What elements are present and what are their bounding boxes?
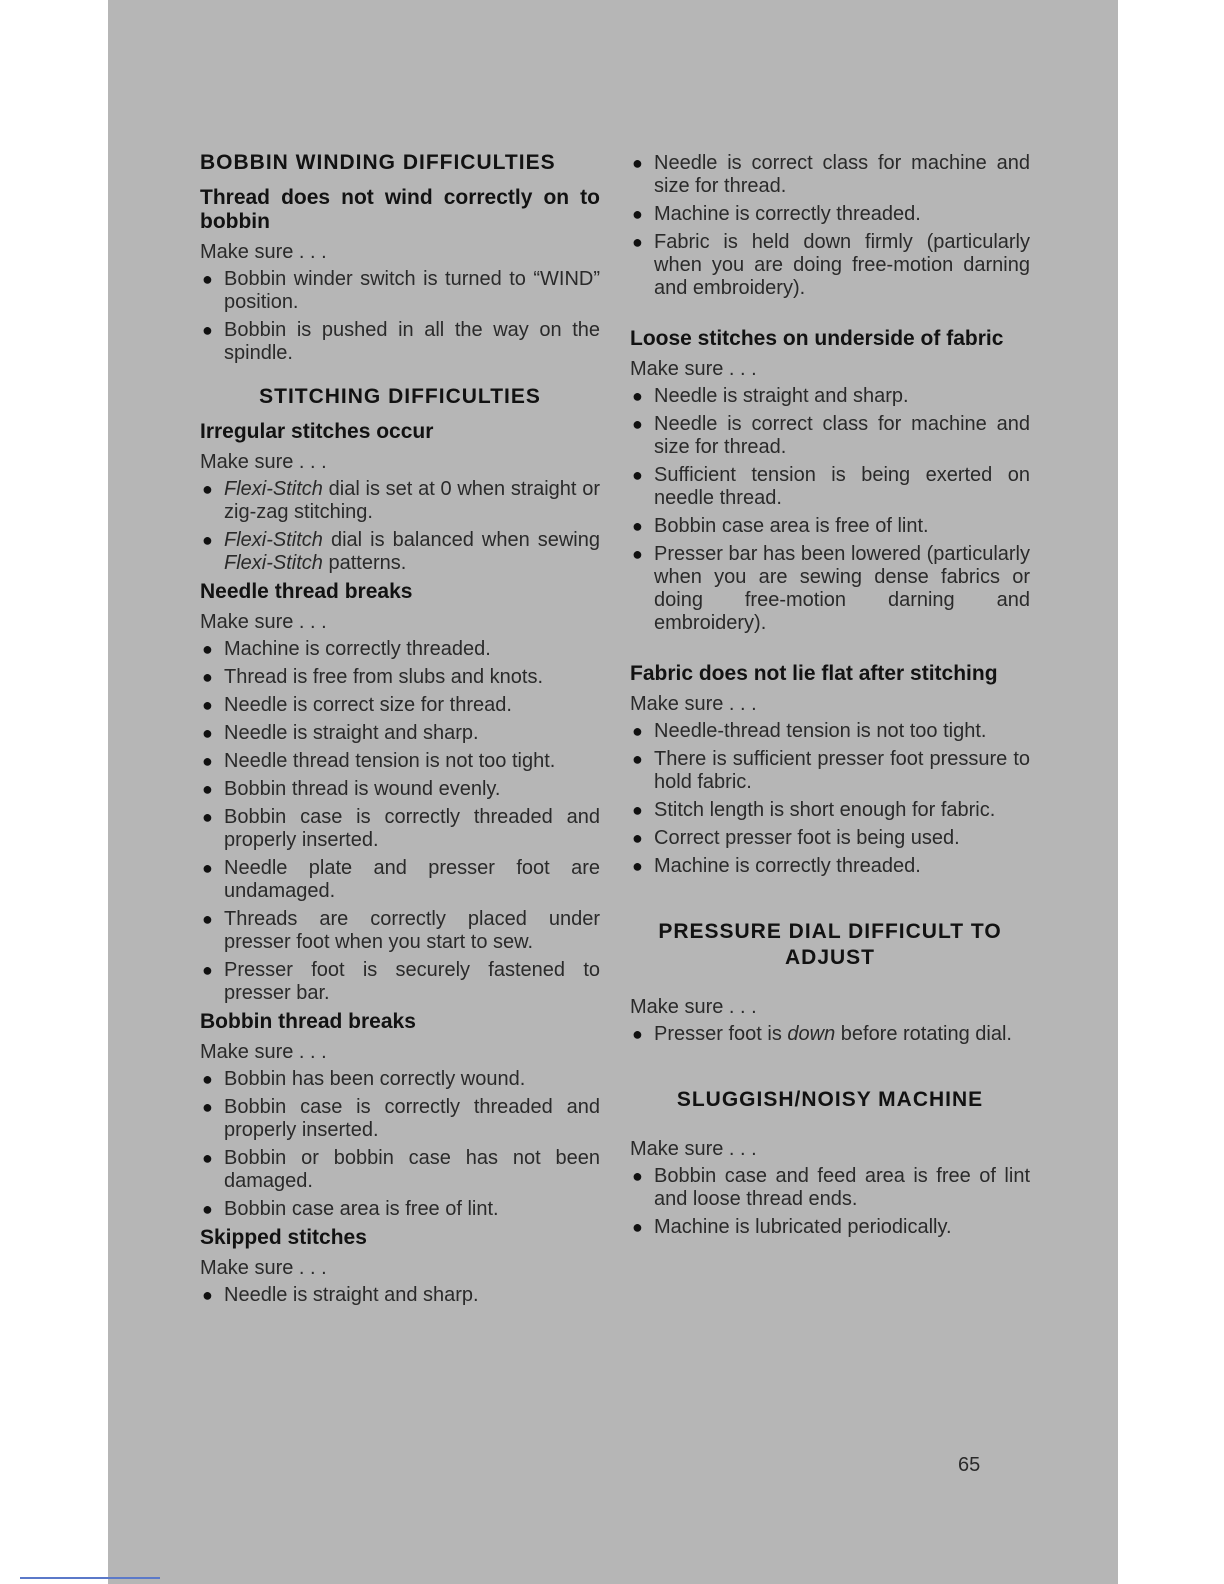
- make-sure-text: Make sure . . .: [200, 611, 327, 633]
- list-item: ● Thread is free from slubs and knots.: [202, 666, 544, 688]
- list-item: ● Bobbin or bobbin case has not been damaged.: [202, 1147, 600, 1192]
- list-item: ● Correct presser foot is being used.: [632, 827, 960, 849]
- bullet-icon: ●: [202, 807, 213, 827]
- make-sure-text: Make sure . . .: [200, 1257, 327, 1279]
- bullet-icon: ●: [202, 695, 213, 715]
- pressure-dial-heading: PRESSURE DIAL DIFFICULT TO ADJUST: [658, 920, 1002, 969]
- bullet-icon: ●: [632, 1024, 643, 1044]
- bullet-icon: ●: [202, 1097, 213, 1117]
- bullet-icon: ●: [632, 153, 643, 173]
- list-item: ● Bobbin case is correctly threaded and properly inserted.: [202, 1096, 600, 1141]
- skipped-stitches-subheading: Skipped stitches: [200, 1226, 367, 1249]
- bullet-icon: ●: [202, 1069, 213, 1089]
- bobbin-thread-breaks-subheading: Bobbin thread breaks: [200, 1010, 416, 1033]
- bullet-icon: ●: [202, 639, 213, 659]
- bobbin-winding-heading: BOBBIN WINDING DIFFICULTIES: [200, 151, 556, 174]
- make-sure-text: Make sure . . .: [630, 996, 757, 1018]
- bullet-icon: ●: [632, 544, 643, 564]
- list-item: ● Presser bar has been lowered (particularly when you are sewing dense fabrics or doing free-motion darning and embroidery).: [632, 543, 1030, 634]
- list-item: ● Needle is correct class for machine and size for thread.: [632, 152, 1030, 197]
- list-item: ● Presser foot is down before rotating dial.: [632, 1023, 1012, 1045]
- list-item: ● Presser foot is securely fastened to presser bar.: [202, 959, 600, 1004]
- bullet-icon: ●: [202, 909, 213, 929]
- list-item: ● Needle plate and presser foot are undamaged.: [202, 857, 600, 902]
- irregular-stitches-subheading: Irregular stitches occur: [200, 420, 434, 443]
- left-column: [200, 150, 600, 1312]
- make-sure-text: Make sure . . .: [200, 1041, 327, 1063]
- page-number: 65: [958, 1454, 981, 1476]
- bullet-icon: ●: [202, 723, 213, 743]
- needle-thread-breaks-subheading: Needle thread breaks: [200, 580, 413, 603]
- list-item: ● Bobbin is pushed in all the way on the spindle.: [202, 319, 600, 364]
- bullet-icon: ●: [202, 1199, 213, 1219]
- list-item: ● Needle-thread tension is not too tight.: [632, 720, 987, 742]
- list-item: ● Needle is straight and sharp.: [632, 385, 909, 407]
- list-item: ● Flexi-Stitch dial is balanced when sewing Flexi-Stitch patterns.: [202, 529, 600, 574]
- list-item: ● Bobbin case area is free of lint.: [632, 515, 929, 537]
- bullet-icon: ●: [202, 960, 213, 980]
- bullet-icon: ●: [632, 1217, 643, 1237]
- list-item: ● Fabric is held down firmly (particularly when you are doing free-motion darning and embroidery).: [632, 231, 1030, 299]
- bottom-rule: [20, 1577, 160, 1579]
- bullet-icon: ●: [202, 320, 213, 340]
- list-item: ● There is sufficient presser foot pressure to hold fabric.: [632, 748, 1030, 793]
- list-item: ● Bobbin has been correctly wound.: [202, 1068, 526, 1090]
- list-item: ● Machine is correctly threaded.: [202, 638, 491, 660]
- list-item: ● Bobbin case and feed area is free of lint and loose thread ends.: [632, 1165, 1030, 1210]
- bullet-icon: ●: [632, 204, 643, 224]
- make-sure-text: Make sure . . .: [200, 451, 327, 473]
- list-item: ● Stitch length is short enough for fabric.: [632, 799, 996, 821]
- bullet-icon: ●: [202, 858, 213, 878]
- list-item: ● Bobbin winder switch is turned to “WIND” position.: [202, 268, 600, 313]
- bullet-icon: ●: [632, 800, 643, 820]
- make-sure-text: Make sure . . .: [630, 693, 757, 715]
- list-item: ● Needle is correct size for thread.: [202, 694, 512, 716]
- bullet-icon: ●: [632, 232, 643, 252]
- bullet-icon: ●: [632, 721, 643, 741]
- list-item: ● Needle is straight and sharp.: [202, 1284, 479, 1306]
- bullet-icon: ●: [202, 667, 213, 687]
- make-sure-text: Make sure . . .: [630, 1138, 757, 1160]
- list-item: ● Needle is straight and sharp.: [202, 722, 479, 744]
- bullet-icon: ●: [632, 465, 643, 485]
- manual-page: [108, 0, 1118, 1584]
- sluggish-machine-heading: SLUGGISH/NOISY MACHINE: [676, 1088, 984, 1111]
- bullet-icon: ●: [632, 749, 643, 769]
- bullet-icon: ●: [632, 1166, 643, 1186]
- list-item: ● Bobbin thread is wound evenly.: [202, 778, 501, 800]
- bullet-icon: ●: [202, 751, 213, 771]
- make-sure-text: Make sure . . .: [630, 358, 757, 380]
- stitching-difficulties-heading: STITCHING DIFFICULTIES: [259, 385, 541, 408]
- make-sure-text: Make sure . . .: [200, 241, 327, 263]
- bullet-icon: ●: [632, 516, 643, 536]
- bullet-icon: ●: [202, 530, 213, 550]
- list-item: ● Machine is correctly threaded.: [632, 855, 921, 877]
- list-item: ● Threads are correctly placed under presser foot when you start to sew.: [202, 908, 600, 953]
- bullet-icon: ●: [632, 414, 643, 434]
- list-item: ● Machine is correctly threaded.: [632, 203, 921, 225]
- list-item: ● Needle thread tension is not too tight.: [202, 750, 556, 772]
- list-item: ● Machine is lubricated periodically.: [632, 1216, 952, 1238]
- list-item: ● Bobbin case area is free of lint.: [202, 1198, 499, 1220]
- bullet-icon: ●: [632, 828, 643, 848]
- bullet-icon: ●: [632, 856, 643, 876]
- bullet-icon: ●: [202, 1285, 213, 1305]
- list-item: ● Bobbin case is correctly threaded and properly inserted.: [202, 806, 600, 851]
- bullet-icon: ●: [202, 1148, 213, 1168]
- bullet-icon: ●: [202, 779, 213, 799]
- bullet-icon: ●: [632, 386, 643, 406]
- list-item: ● Sufficient tension is being exerted on needle thread.: [632, 464, 1030, 509]
- loose-stitches-subheading: Loose stitches on underside of fabric: [630, 327, 1004, 350]
- list-item: ● Needle is correct class for machine and size for thread.: [632, 413, 1030, 458]
- bullet-icon: ●: [202, 479, 213, 499]
- bullet-icon: ●: [202, 269, 213, 289]
- bobbin-winding-subheading: Thread does not wind correctly on to bobbin: [200, 186, 600, 233]
- list-item: ● Flexi-Stitch dial is set at 0 when straight or zig-zag stitching.: [202, 478, 600, 523]
- right-column: [630, 152, 1030, 1244]
- fabric-not-flat-subheading: Fabric does not lie flat after stitching: [630, 662, 998, 685]
